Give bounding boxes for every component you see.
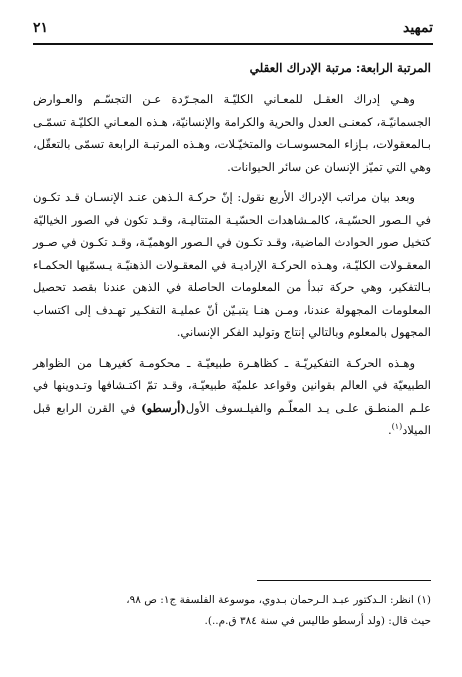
page-number: ٢١: [33, 20, 49, 36]
paragraph-1: وهـي إدراك العقـل للمعـاني الكليّـة المجـرّدة عـن التجسّـم والعـوارض الجسمانيّـة، كمعنـى العدل والحرية والكرامة والإنسانيّة، هـذه المعـاني الكليّـة تسمّـى بـالمعقولات، بـإزاء المحسوسـات والمتخيّـلات، وهـذه المرتبـة الرابعة تسمّى بالتعقّل، وهي التي تميّز الإنسان عن سائر الحيوانات.: [33, 92, 431, 174]
paragraph-3-end: في القرن الرابع قبل الميلاد: [33, 400, 431, 437]
paragraph-3: [33, 352, 431, 442]
footnote-1-line-1: (١) انظر: الـدكتور عبـد الـرحمان بـدوي، موسوعة الفلسفة ج١: ص ٩٨،: [126, 594, 431, 606]
running-title: تمهيد: [402, 20, 433, 36]
footnotes: [33, 590, 431, 632]
page-header: [33, 20, 433, 42]
footnote-rule: [257, 580, 431, 581]
header-rule: [33, 43, 433, 45]
section-heading: المرتبة الرابعة: مرتبة الإدراك العقلي: [249, 61, 431, 75]
footnote-1-line-2: حيث قال: (ولد أرسطو طاليس في سنة ٣٨٤ ق.م..).: [204, 615, 431, 627]
paragraph-2: وبعد بيان مراتب الإدراك الأربع نقول: إنّ حركـة الـذهن عنـد الإنسـان قـد تكـون في الـصور الحسّيـة، كالمـشاهدات الحسّيـة المتتاليـة، وقـد تكون في الصور الخياليّة كتخيل صور الحوادث الماضية، وقـد تكـون في الـصور الوهميّـة، وقـد تكـون في صـور المعقـولات الكليّـة، وهـذه الحركـة الإراديـة في المعقـولات الذهنيّـة يـسمّيها الحكمـاء بـالتفكير، وهي حركة تبدأ من المعلومات الحاصلة في الذهن عندنا بقصد تحصيل المعلومات المجهولة عندنا، ومـن هنـا يتبـيّن أنّ عمليـة التفكـير تهـدف إلى اكتساب المجهول بالمعلوم وبالتالي إنتاج وتوليد الفكر الإنساني.: [33, 190, 431, 339]
footnote-marker[interactable]: (١): [391, 422, 403, 432]
body-text: [33, 56, 431, 450]
paragraph-3-text: وهـذه الحركـة التفكيريّـة ـ كظاهـرة طبيعيّـة ـ محكومـة كغيرهـا من الظواهر الطبيعيّة في العالم بقوانين وقواعد علميّة طبيعيّـة، وقـد تمّ اكتـشافها وتـدوينها في علـم المنطـق علـى يـد المعلّـم والفيلـسوف الأول: [33, 355, 431, 415]
aristotle-name: (أرسطو): [141, 400, 186, 415]
paragraph-3-period: .: [387, 423, 392, 437]
